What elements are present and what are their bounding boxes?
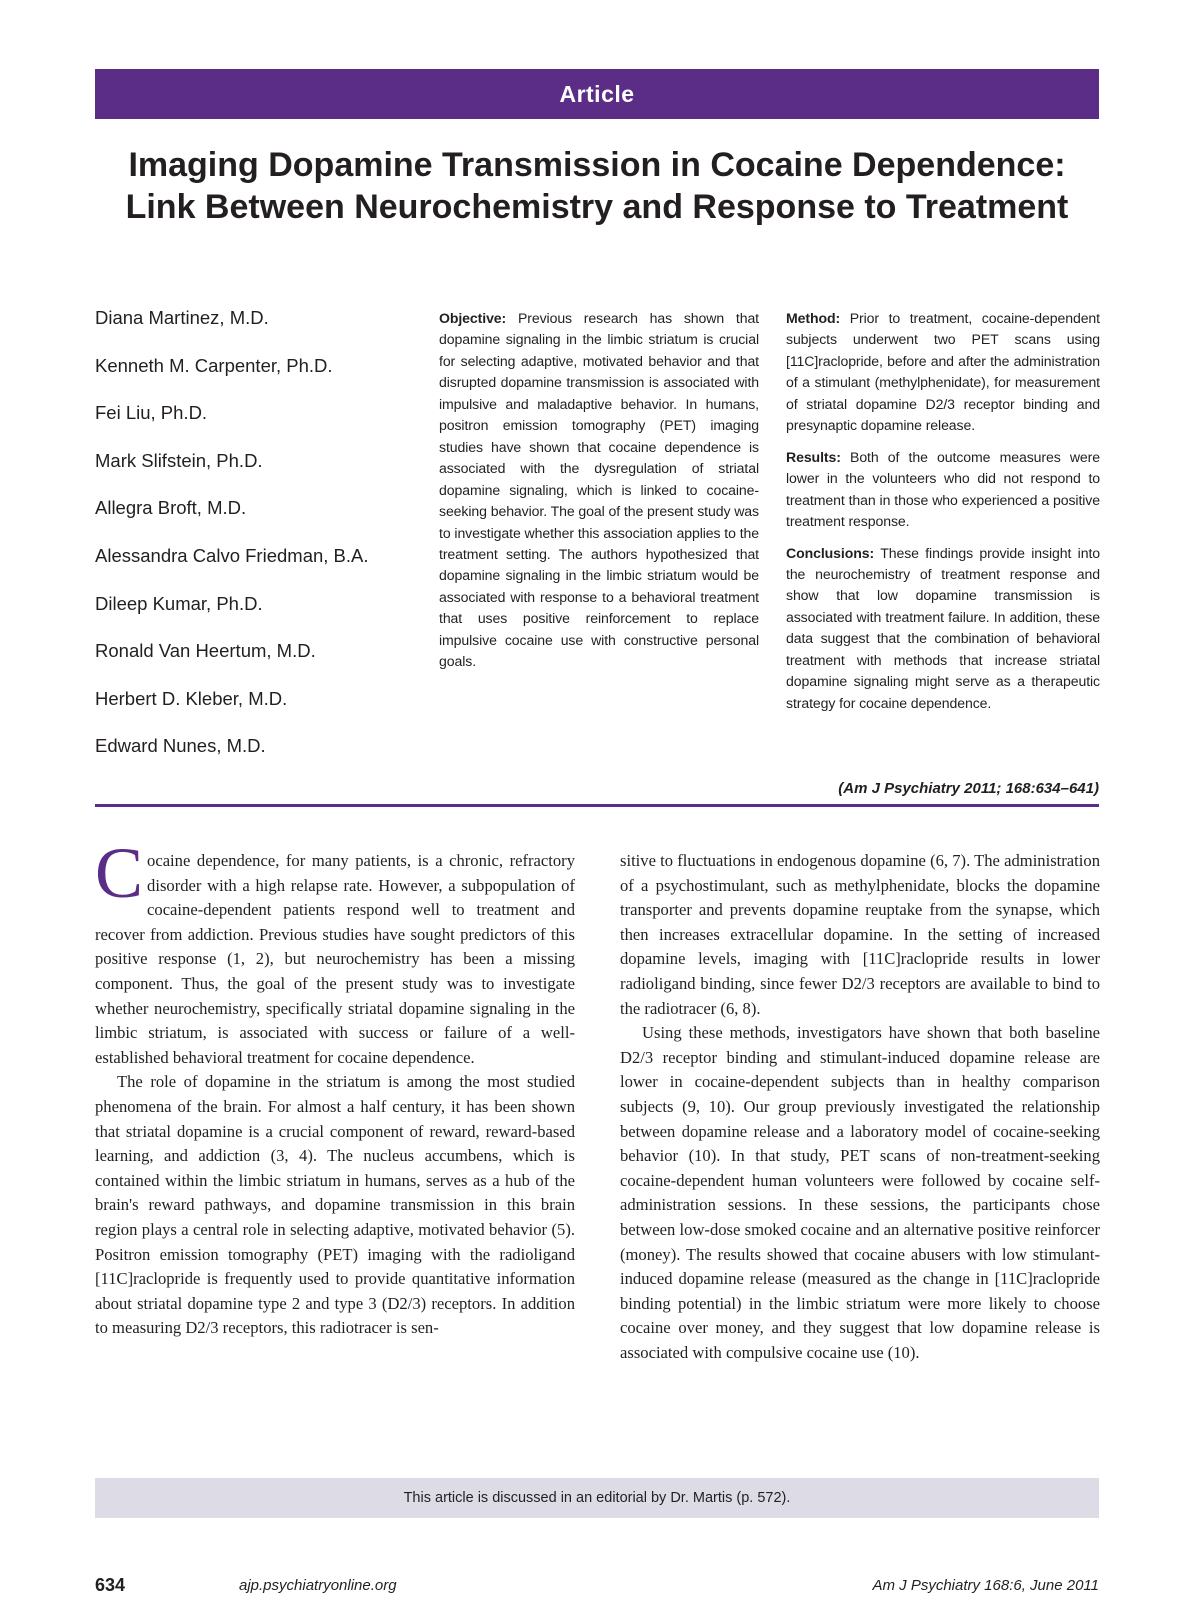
editorial-note	[95, 1478, 1099, 1518]
results-text: Both of the outcome measures were lower in the volunteers who did not respond to treatment than in those who experienced a positive treatment response.	[786, 448, 1100, 530]
body-left-column	[95, 833, 575, 1341]
author-name: Kenneth M. Carpenter, Ph.D.	[95, 354, 333, 376]
author-name: Mark Slifstein, Ph.D.	[95, 449, 263, 471]
author-name: Ronald Van Heertum, M.D.	[95, 640, 316, 662]
body-paragraph: Using these methods, investigators have shown that both baseline D2/3 receptor binding and stimulant-induced dopamine release are lower in cocaine-dependent subjects than in healthy comparison subjects (9, 10). Our group previously investigated the relationship between dopamine release and a laboratory model of cocaine-seeking behavior (10). In that study, PET scans of non-treatment-seeking cocaine-dependent human volunteers were followed by cocaine self-administration sessions. In these sessions, the participants chose between low-dose smoked cocaine and an alternative positive reinforcer (money). The results showed that cocaine abusers with low stimulant-induced dopamine release (measured as the change in [11C]raclopride binding potential) in the limbic striatum were more likely to choose cocaine over money, and they suggest that low dopamine release is associated with compulsive cocaine use (10).	[620, 1023, 1100, 1362]
section-divider	[95, 804, 1099, 807]
journal-website-link[interactable]: ajp.psychiatryonline.org	[239, 1577, 397, 1594]
article-title: Imaging Dopamine Transmission in Cocaine Dependence: Link Between Neurochemistry and Response to Treatment	[125, 146, 1069, 226]
conclusions-text: These findings provide insight into the neurochemistry of treatment response and show that low dopamine transmission is associated with treatment failure. In addition, these data suggest that the combination of behavioral treatment with methods that increase striatal dopamine signaling might serve as a therapeutic strategy for cocaine dependence.	[786, 544, 1101, 711]
article-type-label: Article	[559, 80, 635, 107]
body-paragraph: sitive to fluctuations in endogenous dopamine (6, 7). The administration of a psychostimulant, such as methylphenidate, blocks the dopamine transporter and prevents dopamine reuptake from the synapse, which then increases extracellular dopamine. In the setting of increased dopamine levels, imaging with [11C]raclopride results in lower radioligand binding, since fewer D2/3 receptors are available to bind to the radiotracer (6, 8).	[620, 851, 1100, 1018]
author-name: Dileep Kumar, Ph.D.	[95, 592, 263, 614]
abstract-method	[786, 308, 1100, 437]
page-number: 634	[95, 1575, 126, 1595]
abstract-left-column	[439, 308, 759, 683]
objective-text: Previous research has shown that dopamine signaling in the limbic striatum is crucial for selecting adaptive, motivated behavior and that disrupted dopamine transmission is associated with impulsive and maladaptive behavior. In humans, positron emission tomography (PET) imaging studies have shown that cocaine dependence is associated with the dysregulation of striatal dopamine signaling, which is linked to cocaine-seeking behavior. The goal of the present study was to investigate whether this association applies to the treatment setting. The authors hypothesized that dopamine signaling in the limbic striatum would be associated with response to a behavioral treatment that uses positive reinforcement to replace impulsive cocaine use with constructive personal goals.	[439, 310, 759, 670]
journal-issue: Am J Psychiatry 168:6, June 2011	[872, 1577, 1099, 1594]
body-paragraph-text: ocaine dependence, for many patients, is a chronic, refractory disorder with a high relapse rate. However, a subpopulation of cocaine-dependent patients respond well to treatment and recover from addiction. Previous studies have sought predictors of this positive response (1, 2), but neurochemistry has been a missing component. Thus, the goal of the present study was to investigate whether neurochemistry, specifically striatal dopamine signaling in the limbic striatum, is associated with success or failure of a well-established behavioral treatment for cocaine dependence.	[95, 851, 575, 1067]
body-right-column	[620, 849, 1100, 1365]
author-name: Fei Liu, Ph.D.	[95, 402, 208, 424]
abstract-right-column	[786, 308, 1100, 724]
abstract-objective	[439, 308, 759, 673]
author-list	[95, 306, 425, 782]
author-name: Allegra Broft, M.D.	[95, 497, 247, 519]
article-type-banner	[95, 69, 1099, 119]
results-label: Results:	[786, 448, 841, 465]
drop-cap: C	[95, 833, 144, 913]
body-paragraph	[95, 833, 575, 1070]
author-name: Edward Nunes, M.D.	[95, 735, 266, 757]
method-text: Prior to treatment, cocaine-dependent subjects underwent two PET scans using [11C]raclopride, before and after the administration of a stimulant (methylphenidate), for measurement of striatal dopamine D2/3 receptor binding and presynaptic dopamine release.	[786, 310, 1100, 434]
method-label: Method:	[786, 310, 841, 326]
author-name: Herbert D. Kleber, M.D.	[95, 687, 288, 709]
author-name: Alessandra Calvo Friedman, B.A.	[95, 544, 369, 566]
editorial-note-text: This article is discussed in an editorial by Dr. Martis (p. 572).	[403, 1490, 791, 1506]
author-name: Diana Martinez, M.D.	[95, 307, 269, 328]
page-footer	[95, 1575, 1099, 1599]
objective-label: Objective:	[439, 310, 507, 326]
body-paragraph: The role of dopamine in the striatum is among the most studied phenomena of the brain. For almost a half century, it has been shown that striatal dopamine is a crucial component of reward, reward-based learning, and addiction (3, 4). The nucleus accumbens, which is contained within the limbic striatum in humans, serves as a hub of the brain's reward pathways, and dopamine transmission in this brain region plays a central role in selecting adaptive, motivated behavior (5). Positron emission tomography (PET) imaging with the radioligand [11C]raclopride is frequently used to provide quantitative information about striatal dopamine type 2 and type 3 (D2/3) receptors. In addition to measuring D2/3 receptors, this radiotracer is sen-	[95, 1072, 575, 1338]
journal-citation: (Am J Psychiatry 2011; 168:634–641)	[838, 780, 1099, 797]
conclusions-label: Conclusions:	[786, 544, 875, 561]
abstract-conclusions	[786, 543, 1100, 715]
abstract-results	[786, 447, 1100, 533]
